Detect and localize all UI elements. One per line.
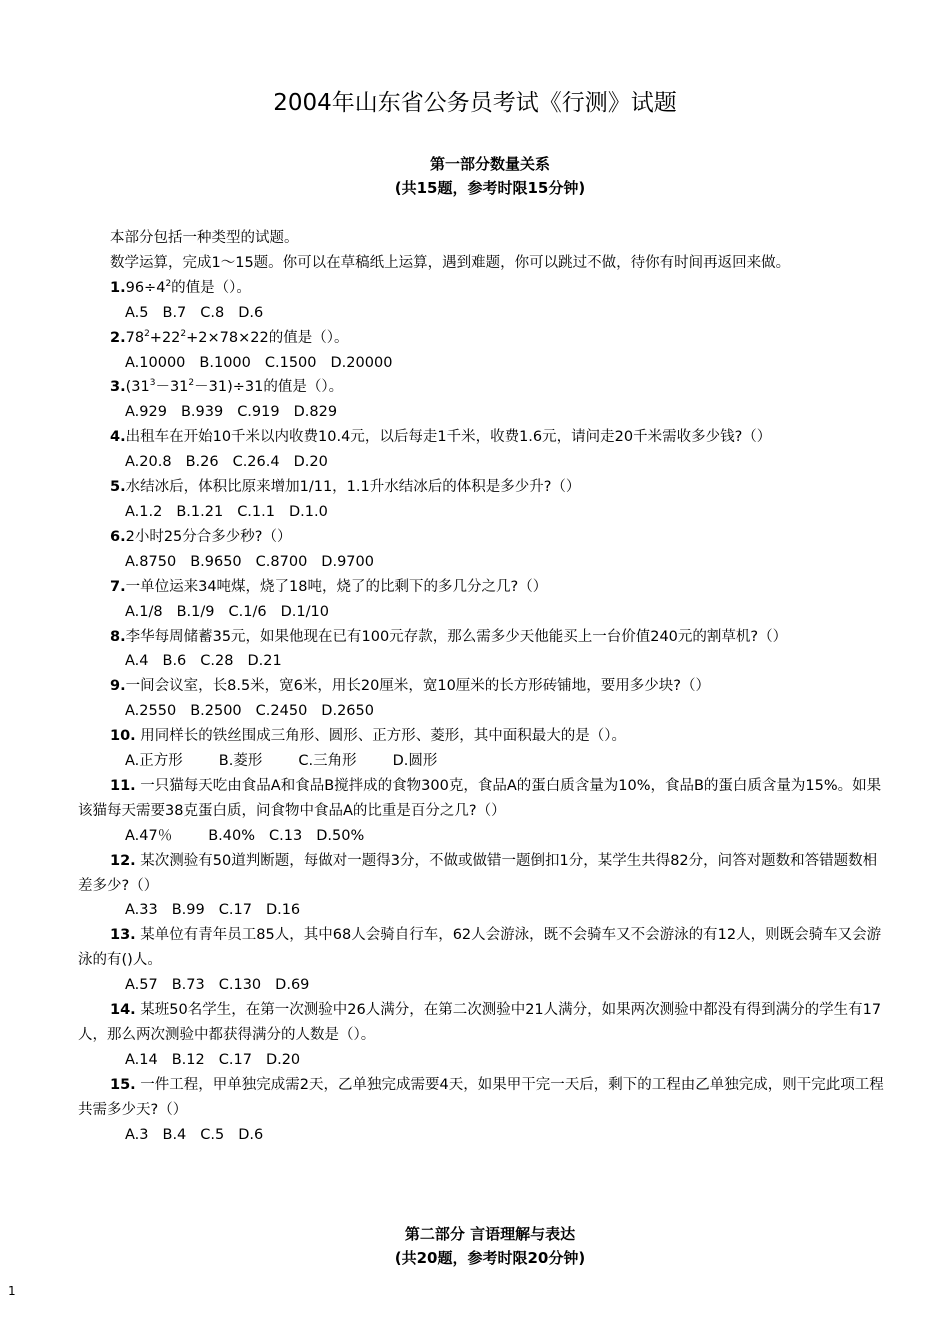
question-7: 7.一单位运来34吨煤，烧了18吨，烧了的比剩下的多几分之几?（） xyxy=(110,578,548,595)
part1-heading: 第一部分数量关系 xyxy=(429,155,550,173)
option: B.菱形 xyxy=(218,753,263,770)
option: C.2450 xyxy=(255,703,308,720)
option: D.1.0 xyxy=(288,503,328,520)
question-number: 5. xyxy=(110,479,126,496)
question-4-options xyxy=(78,450,888,475)
question-3-options xyxy=(78,400,888,425)
question-9: 9.一间会议室，长8.5米，宽6米，用长20厘米，宽10厘米的长方形砖铺地，要用多少块?（） xyxy=(110,678,710,695)
option: A.47％ xyxy=(125,827,173,844)
option: A.3 xyxy=(125,1126,149,1143)
option: C.8700 xyxy=(255,553,308,570)
option: A.8750 xyxy=(125,553,177,570)
option: B.7 xyxy=(162,304,187,321)
part2-heading: 第二部分 言语理解与表达 xyxy=(404,1225,576,1243)
option: A.5 xyxy=(125,304,149,321)
question-6: 6.2小时25分合多少秒?（） xyxy=(110,528,292,545)
question-1-options xyxy=(78,301,888,326)
option: D.20 xyxy=(265,1051,301,1068)
option: A.33 xyxy=(125,902,158,919)
question-8-options xyxy=(78,649,888,674)
option: A.正方形 xyxy=(125,753,183,770)
option: D.1/10 xyxy=(280,603,329,620)
intro-paragraph-2: 数学运算，完成1～15题。你可以在草稿纸上运算，遇到难题，你可以跳过不做，待你有时间再返回来做。 xyxy=(110,254,791,271)
page-number: 1 xyxy=(8,1284,16,1298)
option: A.2550 xyxy=(125,703,177,720)
option: D.20 xyxy=(293,454,328,471)
option: B.12 xyxy=(171,1051,205,1068)
option: C.1500 xyxy=(264,354,317,371)
option: C.919 xyxy=(237,404,280,421)
question-number: 10. xyxy=(110,728,136,745)
question-13-options xyxy=(78,973,888,998)
option: A.1.2 xyxy=(125,503,163,520)
option: C.17 xyxy=(218,1051,252,1068)
option: D.69 xyxy=(275,977,310,994)
document-title: 2004年山东省公务员考试《行测》试题 xyxy=(273,90,677,116)
option: C.28 xyxy=(200,653,234,670)
question-number: 7. xyxy=(110,578,126,595)
option: D.6 xyxy=(238,1126,264,1143)
option: B.2500 xyxy=(190,703,242,720)
question-number: 1. xyxy=(110,279,126,296)
option: D.9700 xyxy=(321,553,374,570)
option: B.1000 xyxy=(199,354,251,371)
part2-subheading: (共20题，参考时限20分钟) xyxy=(394,1249,586,1267)
option: A.1/8 xyxy=(125,603,163,620)
question-number: 15. xyxy=(110,1076,136,1093)
option: C.1.1 xyxy=(237,503,275,520)
question-number: 13. xyxy=(110,927,136,944)
question-9-options xyxy=(78,699,888,724)
option: C.三角形 xyxy=(298,753,357,770)
option: D.2650 xyxy=(321,703,374,720)
option: D.圆形 xyxy=(392,753,438,770)
question-14: 14. 某班50名学生，在第一次测验中26人满分，在第二次测验中21人满分，如果两次测验中都没有得到满分的学生有17人，那么两次测验中都获得满分的人数是（）。 xyxy=(78,1002,882,1043)
option: C.13 xyxy=(269,827,303,844)
option: A.20.8 xyxy=(125,454,172,471)
option: B.939 xyxy=(180,404,224,421)
option: D.50% xyxy=(316,827,365,844)
question-number: 6. xyxy=(110,528,126,545)
option: B.99 xyxy=(171,902,205,919)
question-2: $2.78^2+22^2+2\times 78\times 22$的值是（）。 xyxy=(110,328,349,346)
question-15-options xyxy=(78,1123,888,1148)
question-13: 13. 某单位有青年员工85人，其中68人会骑自行车，62人会游泳，既不会骑车又不会游泳的有12人，则既会骑车又会游泳的有()人。 xyxy=(78,927,882,969)
question-number: 12. xyxy=(110,852,136,869)
option: C.26.4 xyxy=(232,454,280,471)
question-12: 12. 某次测验有50道判断题，每做对一题得3分，不做或做错一题倒扣1分，某学生共得82分，问答对题数和答错题数相差多少?（） xyxy=(78,852,878,894)
question-number: 9. xyxy=(110,678,126,695)
question-11-options xyxy=(78,824,888,849)
option: C.8 xyxy=(200,304,225,321)
option: B.6 xyxy=(162,653,187,670)
option: D.16 xyxy=(265,902,301,919)
option: A.929 xyxy=(125,404,167,421)
question-number: 4. xyxy=(110,429,126,446)
question-14-options xyxy=(78,1048,888,1073)
intro-paragraph-1: 本部分包括一种类型的试题。 xyxy=(110,230,299,246)
question-7-options xyxy=(78,600,888,625)
question-6-options xyxy=(78,550,888,575)
option: B.9650 xyxy=(190,553,242,570)
question-3: $3.(31^3-31^2-31)\div 31$的值是（）。 xyxy=(110,378,344,396)
option: B.1.21 xyxy=(176,503,224,520)
question-8: 8.李华每周储蓄35元，如果他现在已有100元存款，那么需多少天他能买上一台价值240元的割草机?（） xyxy=(110,628,788,645)
option: D.21 xyxy=(247,653,282,670)
option: A.57 xyxy=(125,977,158,994)
option: D.829 xyxy=(293,404,338,421)
question-5-options xyxy=(78,500,888,525)
option: A.4 xyxy=(125,653,149,670)
option: C.130 xyxy=(218,977,262,994)
question-12-options xyxy=(78,898,888,923)
question-5: 5.水结冰后，体积比原来增加1/11，1.1升水结冰后的体积是多少升?（） xyxy=(110,479,581,496)
question-number: 11. xyxy=(110,777,136,794)
question-10-options xyxy=(78,749,888,774)
option: C.1/6 xyxy=(228,603,267,620)
question-2-options xyxy=(78,351,888,376)
option: D.20000 xyxy=(330,354,393,371)
question-number: 8. xyxy=(110,628,126,645)
option: A.14 xyxy=(125,1051,158,1068)
question-15: 15. 一件工程，甲单独完成需2天，乙单独完成需要4天，如果甲干完一天后，剩下的工程由乙单独完成，则干完此项工程共需多少天?（） xyxy=(78,1076,884,1118)
option: A.10000 xyxy=(125,354,186,371)
part1-subheading: (共15题，参考时限15分钟) xyxy=(394,179,586,197)
option: D.6 xyxy=(238,304,264,321)
option: B.73 xyxy=(171,977,205,994)
part1-body xyxy=(78,226,888,1148)
question-11: 11. 一只猫每天吃由食品A和食品B搅拌成的食物300克，食品A的蛋白质含量为10%，食品B的蛋白质含量为15%。如果该猫每天需要38克蛋白质，问食物中食品A的比重是百分之几?（） xyxy=(78,777,882,819)
option: C.5 xyxy=(200,1126,225,1143)
option: B.1/9 xyxy=(176,603,215,620)
question-number: 3. xyxy=(110,379,126,396)
option: B.4 xyxy=(162,1126,187,1143)
question-1: $1.96\div 4^2$的值是（）。 xyxy=(110,278,251,296)
option: B.40% xyxy=(208,827,256,844)
question-4: 4.出租车在开始10千米以内收费10.4元，以后每走1千米，收费1.6元，请问走20千米需收多少钱?（） xyxy=(110,429,772,446)
question-number: 2. xyxy=(110,329,126,346)
option: C.17 xyxy=(218,902,252,919)
question-10: 10. 用同样长的铁丝围成三角形、圆形、正方形、菱形，其中面积最大的是（）。 xyxy=(110,728,627,745)
option: B.26 xyxy=(185,454,219,471)
question-number: 14. xyxy=(110,1002,136,1019)
